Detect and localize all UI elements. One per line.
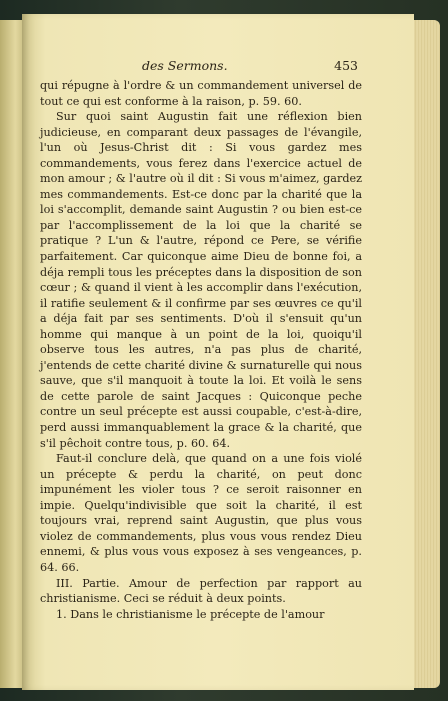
running-title: des Sermons. (142, 58, 228, 73)
page-edges (414, 20, 440, 688)
paragraph-5: 1. Dans le christianisme le précepte de l'amour (56, 607, 325, 621)
text-body (40, 58, 362, 622)
page-text (40, 58, 362, 622)
paragraph-1: qui répugne à l'ordre & un commandement universel de tout ce qui est conforme à la raison, p. 59. 60. (40, 79, 362, 108)
paragraph-3: Faut-il conclure delà, que quand on a une fois violé un précepte & perdu la charité, on peut donc impunément les violer tous ? ce seroit raisonner en impie. Quelqu'indivisible que soit la charité, il est toujours vrai, reprend saint Augustin, que plus vous violez de commandements, plus vous vous rendez Dieu ennemi, & plus vous vous exposez à ses vengeances, p. 64. 66. (40, 452, 362, 574)
paragraph-4: III. Partie. Amour de perfection par rapport au christianisme. Ceci se réduit à deux points. (40, 576, 362, 606)
page-number: 453 (334, 58, 358, 73)
left-page-sliver (0, 20, 22, 688)
paragraph-2: Sur quoi saint Augustin fait une réflexion bien judicieuse, en comparant deux passages de l'évangile, l'un où Jesus-Christ dit : Si vous gardez mes commandements, vous ferez dans l'exercice actuel de mon amour ; & l'autre où il dit : Si vous m'aimez, gardez mes commandements. Est-ce donc par la charité que la loi s'accomplit, demande saint Augustin ? ou bien est-ce par l'accomplissement de la loi que la charité se pratique ? L'un & l'autre, répond ce Pere, se vérifie parfaitement. Car quiconque aime Dieu de bonne foi, a déja rempli tous les préceptes dans la disposition de son cœur ; & quand il vient à les accomplir dans l'exécution, il ratifie seulement & il confirme par ses œuvres ce qu'il a déja fait par ses sentiments. D'où il s'ensuit qu'un homme qui manque à un point de la loi, quoiqu'il observe tous les autres, n'a pas plus de charité, j'entends de cette charité divine & surnaturelle qui nous sauve, que s'il manquoit à toute la loi. Et voilà le sens de cette parole de saint Jacques : Quiconque peche contre un seul précepte est aussi coupable, c'est-à-dire, perd aussi immanquablement la grace & la charité, que s'il pêchoit contre tous, p. 60. 64. (40, 110, 362, 450)
